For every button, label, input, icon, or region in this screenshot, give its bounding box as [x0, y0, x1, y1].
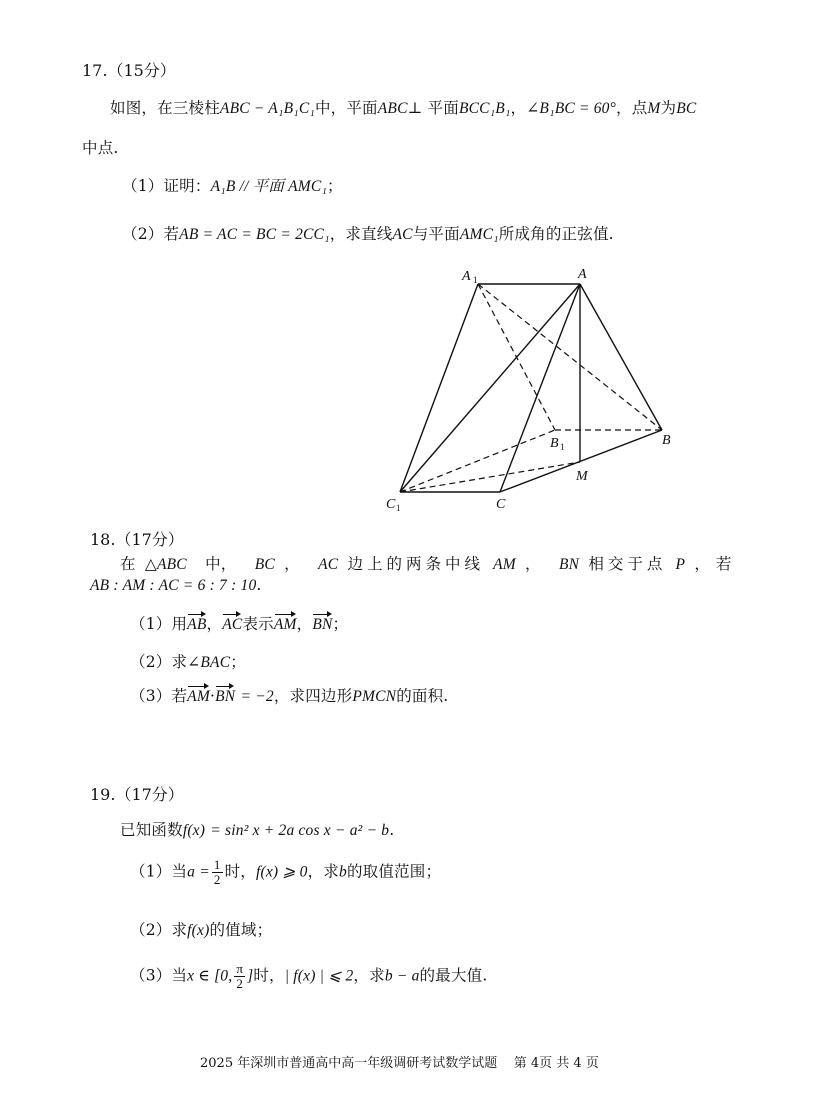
q18-val: = −2: [240, 688, 274, 705]
q17-plane2: BCC₁B₁: [458, 100, 511, 117]
q18-text: ；: [332, 615, 349, 633]
q19-part3: [130, 962, 487, 991]
vector-am: AM: [187, 684, 210, 706]
edge-a1-b1: [478, 284, 555, 430]
vector-ab: AB: [187, 612, 206, 634]
q19-p1-a: a =: [187, 863, 210, 881]
q18-abc: ABC: [156, 556, 187, 573]
label-a1: A: [462, 269, 471, 284]
q17-p2-plane: AMC₁: [459, 226, 499, 243]
label-m: M: [576, 469, 588, 484]
vector-am: AM: [274, 612, 297, 634]
q17-text: 中，平面: [314, 99, 378, 117]
label-c1-sub: 1: [396, 503, 401, 513]
q18-p2-label: （2）求: [130, 653, 188, 671]
q17-prism: ABC − A₁B₁C₁: [219, 100, 315, 117]
q17-point-m: M: [647, 100, 661, 117]
q19-p3-expr: b − a: [384, 967, 420, 985]
q18-dot: ·: [209, 687, 216, 705]
fraction-half: [212, 858, 223, 887]
fraction-pi-half: [234, 962, 245, 991]
q17-p2-label: （2）若: [122, 225, 180, 243]
fraction-numerator: π: [236, 961, 244, 976]
q18-intro-line2: [90, 576, 262, 595]
prism-figure: [360, 260, 690, 520]
edge-a1-c1: [400, 284, 478, 492]
q18-text: ，: [284, 555, 300, 573]
q18-ratio: AB : AM : AC = 6 : 7 : 10: [90, 577, 257, 594]
q19-p3-label: （3）当: [130, 966, 188, 985]
edge-a1-b: [478, 284, 662, 430]
q19-p3-ineq: | f(x) | ⩽ 2: [284, 967, 354, 985]
q18-header: 18.（17分）: [90, 530, 184, 549]
q17-angle: ∠B₁BC = 60°: [526, 100, 617, 117]
q18-text: ，: [296, 615, 313, 633]
q17-p1-expr: A₁B // 平面 AMC₁: [210, 178, 328, 195]
q18-text: 的面积.: [396, 687, 449, 705]
fraction-denominator: 2: [213, 872, 221, 887]
footer-title: 2025 年深圳市普通高中高一年级调研考试数学试题: [200, 1056, 498, 1071]
q18-p: P: [675, 556, 686, 573]
q19-fx: f(x): [182, 822, 206, 839]
q18-intro-line1: [120, 552, 737, 574]
q18-bc: BC: [254, 556, 275, 573]
q19-p1-ineq: f(x) ⩾ 0: [255, 863, 308, 881]
q19-text: 时，: [253, 966, 285, 985]
q17-text: 所成角的正弦值.: [498, 225, 614, 243]
q18-text: ，: [206, 615, 223, 633]
q17-text: ⊥ 平面: [407, 99, 459, 117]
q19-text: 时，: [224, 862, 256, 881]
q17-intro-line1: [110, 96, 696, 118]
q19-p3-close: ]: [247, 967, 254, 985]
q18-text: ，若: [694, 555, 738, 573]
q19-text: .: [389, 821, 395, 839]
q19-p1-b: b: [338, 863, 347, 881]
label-b1-sub: 1: [560, 442, 565, 452]
q18-text: 边上的两条中线: [347, 555, 484, 573]
q18-text: 表示: [242, 615, 274, 633]
q19-text: ，求: [307, 862, 339, 881]
label-c1: C: [386, 497, 396, 512]
q18-am: AM: [493, 556, 516, 573]
edge-c1-m: [400, 462, 580, 492]
q19-p1-label: （1）当: [130, 862, 188, 881]
q17-intro-line2: 中点.: [82, 139, 119, 157]
q18-text: 相交于点: [588, 555, 667, 573]
q17-text: ，: [510, 99, 527, 117]
edge-a-b: [580, 284, 662, 430]
label-a: A: [578, 267, 587, 282]
q17-text: ，求直线: [329, 225, 393, 243]
q19-equation: = sin² x + 2a cos x − a² − b: [210, 822, 390, 839]
q18-quad: PMCN: [352, 688, 397, 705]
q17-plane1: ABC: [377, 100, 408, 117]
edge-a-c1: [400, 284, 580, 492]
q18-part1: [130, 612, 348, 634]
q19-text: 的值域；: [209, 921, 273, 939]
vector-bn: BN: [215, 684, 235, 706]
q18-ac: AC: [318, 556, 339, 573]
q18-part3: [130, 684, 448, 706]
q18-p1-label: （1）用: [130, 615, 188, 633]
q19-part1: [130, 858, 441, 887]
q18-text: 中，: [205, 555, 237, 573]
q18-part2: [130, 650, 246, 672]
edge-c1-b1: [400, 430, 555, 492]
page-footer: [200, 1052, 599, 1071]
q18-text: ，求四边形: [273, 687, 353, 705]
fraction-numerator: 1: [213, 857, 221, 872]
q18-text: ；: [230, 653, 246, 671]
footer-page-number: 第 4页 共 4 页: [513, 1056, 599, 1071]
q17-seg-bc: BC: [676, 100, 697, 117]
q19-p2-fx: f(x): [187, 922, 210, 939]
q18-text: .: [256, 576, 262, 594]
q18-text: ，: [525, 555, 541, 573]
q18-p3-label: （3）若: [130, 687, 188, 705]
edge-a-c: [500, 284, 580, 492]
q19-header: 19.（17分）: [90, 785, 184, 804]
fraction-denominator: 2: [236, 976, 244, 991]
q17-header: 17.（15分）: [82, 61, 176, 80]
q19-p3-x: x ∈ [0,: [187, 967, 233, 985]
q19-p2-label: （2）求: [130, 921, 188, 939]
q17-p2-eq: AB = AC = BC = 2CC₁: [179, 226, 330, 243]
q19-text: ，求: [353, 966, 385, 985]
q17-text: 与平面: [412, 225, 460, 243]
q19-text: 已知函数: [120, 821, 183, 839]
label-c: C: [496, 497, 506, 512]
q19-text: 的最大值.: [419, 966, 488, 985]
vector-bn: BN: [312, 612, 332, 634]
label-a1-sub: 1: [473, 275, 478, 285]
q17-text: 为: [660, 99, 677, 117]
q17-text: ；: [327, 177, 343, 195]
q17-part2: [122, 222, 614, 244]
q19-text: 的取值范围；: [346, 862, 442, 881]
q19-intro: [120, 818, 394, 840]
q18-angle: ∠BAC: [187, 654, 231, 671]
q19-part2: [130, 918, 272, 940]
q18-text: 在 △: [120, 555, 157, 573]
q17-p2-line: AC: [392, 226, 413, 243]
q17-text: 如图，在三棱柱: [110, 99, 220, 117]
label-b1: B: [550, 436, 559, 451]
q17-p1-label: （1）证明：: [122, 177, 211, 195]
q18-bn: BN: [559, 556, 580, 573]
q17-text: ，点: [616, 99, 648, 117]
label-b: B: [662, 433, 671, 448]
vector-ac: AC: [222, 612, 242, 634]
q17-part1: [122, 174, 343, 196]
